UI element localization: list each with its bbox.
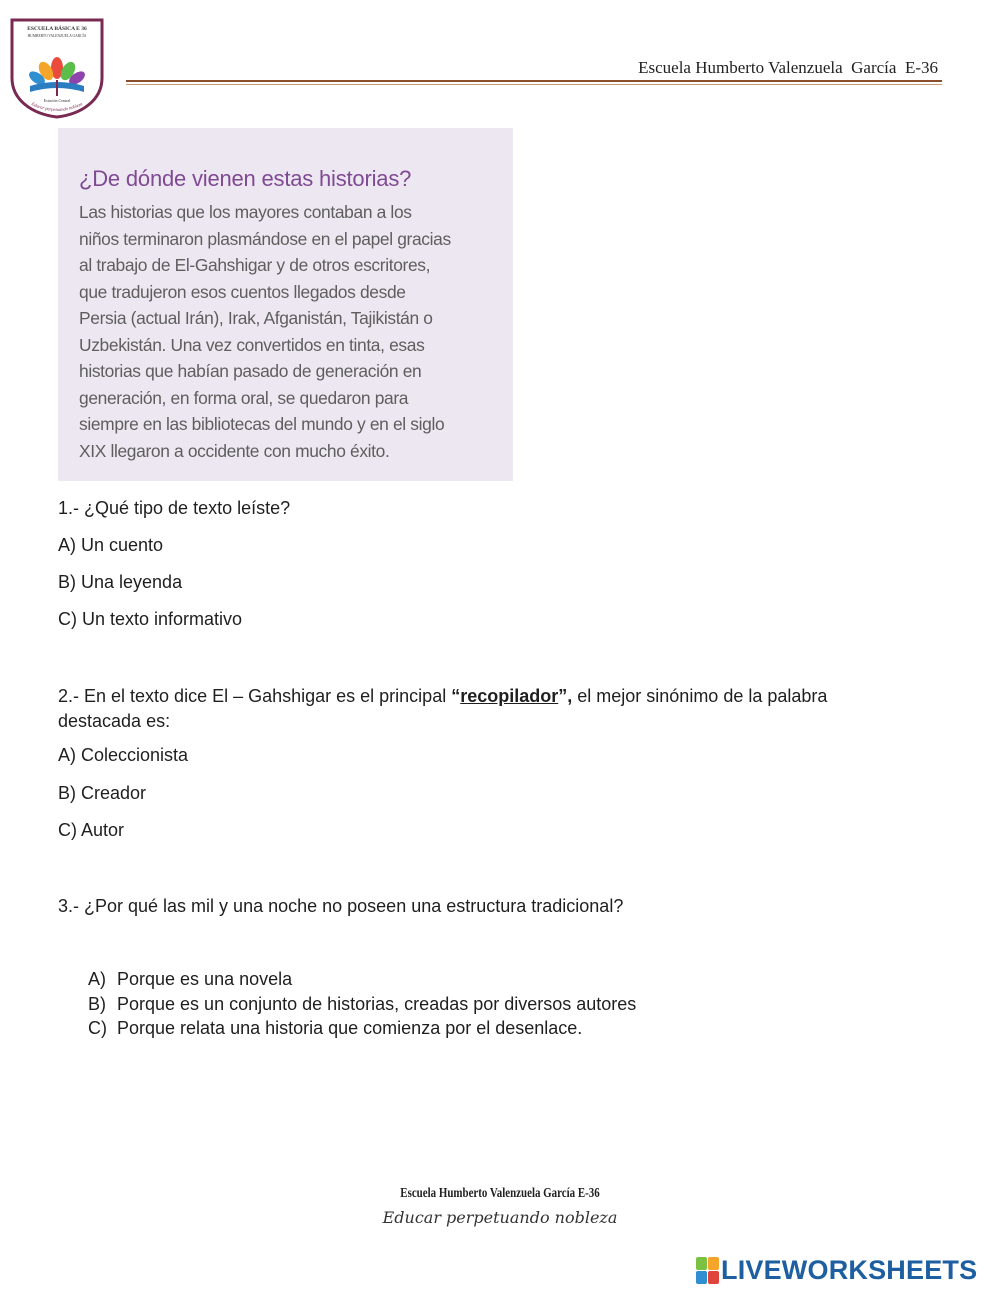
q2-keyword: “recopilador”, [451,686,573,706]
q1-option-b[interactable]: B) Una leyenda [58,572,183,592]
header-school-title: Escuela Humberto Valenzuela García E-36 [638,58,938,77]
q3-option-b[interactable] [88,994,636,1015]
reading-line: Persia (actual Irán), Irak, Afganistán, Tajikistán o [79,308,433,328]
footer-school-name: Escuela Humberto Valenzuela García E-36 [400,1186,600,1201]
q1-option-a[interactable]: A) Un cuento [58,535,164,555]
q2-option-c[interactable]: C) Autor [58,820,125,840]
q1-option-c[interactable]: C) Un texto informativo [58,609,243,629]
liveworksheets-text: LIVEWORKSHEETS [721,1254,978,1285]
q3-option-letter: A) [88,969,106,989]
q3-option-a[interactable] [88,969,292,990]
reading-line: Las historias que los mayores contaban a los [79,202,412,222]
header-rule [126,80,942,85]
logo-text-mid: Estación Central [43,98,71,103]
reading-line: que tradujeron esos cuentos llegados desde [79,281,406,302]
q3-option-text: Porque relata una historia que comienza por el desenlace. [117,1018,583,1038]
reading-line: XIX llegaron a occidente con mucho éxito. [79,440,390,461]
reading-title: ¿De dónde vienen estas historias? [79,166,412,191]
liveworksheets-logo[interactable] [696,1254,977,1286]
q2-option-b[interactable]: B) Creador [58,783,147,803]
liveworksheets-mark-icon [696,1257,718,1283]
reading-line: niños terminaron plasmándose en el papel gracias [79,228,451,249]
reading-line: siempre en las bibliotecas del mundo y en el siglo [79,414,445,434]
q2-text-before: 2.- En el texto dice El – Gahshigar es el principal [58,686,452,706]
question-3: 3.- ¿Por qué las mil y una noche no poseen una estructura tradicional? [58,896,624,916]
reading-line: al trabajo de El-Gahshigar y de otros escritores, [79,255,431,275]
footer-motto: Educar perpetuando nobleza [382,1208,618,1227]
q3-option-text: Porque es un conjunto de historias, creadas por diversos autores [117,994,637,1014]
q3-option-letter: C) [88,1018,107,1038]
reading-line: generación, en forma oral, se quedaron para [79,387,409,408]
q2-text-after: el mejor sinónimo de la palabra destacada es: [58,686,828,731]
q3-option-letter: B) [88,994,106,1014]
logo-text-top: ESCUELA BÁSICA E 36 [27,26,87,32]
question-1: 1.- ¿Qué tipo de texto leíste? [58,498,291,518]
q2-option-a[interactable]: A) Coleccionista [58,745,189,765]
school-logo [8,16,106,120]
question-2 [58,684,908,734]
reading-body [79,199,499,464]
q3-option-text: Porque es una novela [117,969,293,989]
logo-text-bottom: Educar perpetuando nobleza [30,101,84,113]
logo-text-sub: HUMBERTO VALENZUELA GARCÍA [27,34,87,38]
q2-keyword-word: recopilador [460,686,559,706]
q3-option-c[interactable] [88,1018,582,1039]
reading-line: historias que habían pasado de generación en [79,361,422,381]
reading-line: Uzbekistán. Una vez convertidos en tinta, esas [79,334,425,355]
reading-box [58,128,513,481]
